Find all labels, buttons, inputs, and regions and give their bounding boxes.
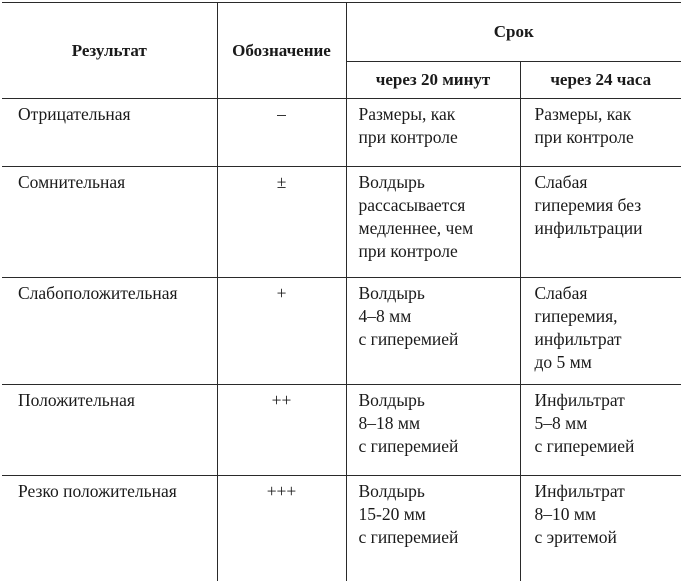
cell-line: при контроле: [535, 126, 682, 149]
result-cell: Сомнительная: [2, 167, 217, 278]
header-symbol: Обозначение: [217, 3, 346, 99]
after-20-min-cell: [346, 99, 520, 167]
header-row: [2, 3, 681, 62]
symbol-cell: +++: [217, 476, 346, 581]
cell-line: Волдырь: [359, 171, 520, 194]
cell-line: 8–18 мм: [359, 412, 520, 435]
table-row: [2, 99, 681, 167]
results-table: [2, 2, 681, 581]
after-24-h-cell: [520, 167, 681, 278]
symbol-cell: ±: [217, 167, 346, 278]
after-20-min-cell: [346, 476, 520, 581]
cell-line: с эритемой: [535, 526, 682, 549]
cell-line: 5–8 мм: [535, 412, 682, 435]
cell-line: Инфильтрат: [535, 389, 682, 412]
cell-line: при контроле: [359, 240, 520, 263]
symbol-cell: +: [217, 278, 346, 385]
after-20-min-cell: [346, 278, 520, 385]
result-cell: Положительная: [2, 385, 217, 476]
cell-line: 4–8 мм: [359, 305, 520, 328]
cell-line: Слабая: [535, 282, 682, 305]
after-24-h-cell: [520, 476, 681, 581]
table-row: [2, 167, 681, 278]
cell-line: 8–10 мм: [535, 503, 682, 526]
symbol-cell: –: [217, 99, 346, 167]
after-20-min-cell: [346, 167, 520, 278]
header-after-20-min: через 20 минут: [346, 61, 520, 98]
result-cell: Слабоположительная: [2, 278, 217, 385]
cell-line: Слабая: [535, 171, 682, 194]
cell-line: с гиперемией: [359, 526, 520, 549]
cell-line: с гиперемией: [359, 328, 520, 351]
cell-line: 15-20 мм: [359, 503, 520, 526]
cell-line: Волдырь: [359, 282, 520, 305]
symbol-cell: ++: [217, 385, 346, 476]
header-after-24-h: через 24 часа: [520, 61, 681, 98]
after-24-h-cell: [520, 385, 681, 476]
header-result: Результат: [2, 3, 217, 99]
cell-line: с гиперемией: [535, 435, 682, 458]
cell-line: рассасывается: [359, 194, 520, 217]
cell-line: Волдырь: [359, 480, 520, 503]
cell-line: гиперемия без: [535, 194, 682, 217]
after-24-h-cell: [520, 278, 681, 385]
after-20-min-cell: [346, 385, 520, 476]
cell-line: при контроле: [359, 126, 520, 149]
cell-line: Инфильтрат: [535, 480, 682, 503]
cell-line: до 5 мм: [535, 351, 682, 374]
cell-line: Волдырь: [359, 389, 520, 412]
cell-line: с гиперемией: [359, 435, 520, 458]
cell-line: Размеры, как: [535, 103, 682, 126]
table-row: [2, 385, 681, 476]
header-term: Срок: [346, 3, 681, 62]
cell-line: инфильтрат: [535, 328, 682, 351]
cell-line: гиперемия,: [535, 305, 682, 328]
result-cell: Отрицательная: [2, 99, 217, 167]
table-row: [2, 278, 681, 385]
after-24-h-cell: [520, 99, 681, 167]
result-cell: Резко положительная: [2, 476, 217, 581]
cell-line: инфильтрации: [535, 217, 682, 240]
table-row: [2, 476, 681, 581]
cell-line: Размеры, как: [359, 103, 520, 126]
cell-line: медленнее, чем: [359, 217, 520, 240]
